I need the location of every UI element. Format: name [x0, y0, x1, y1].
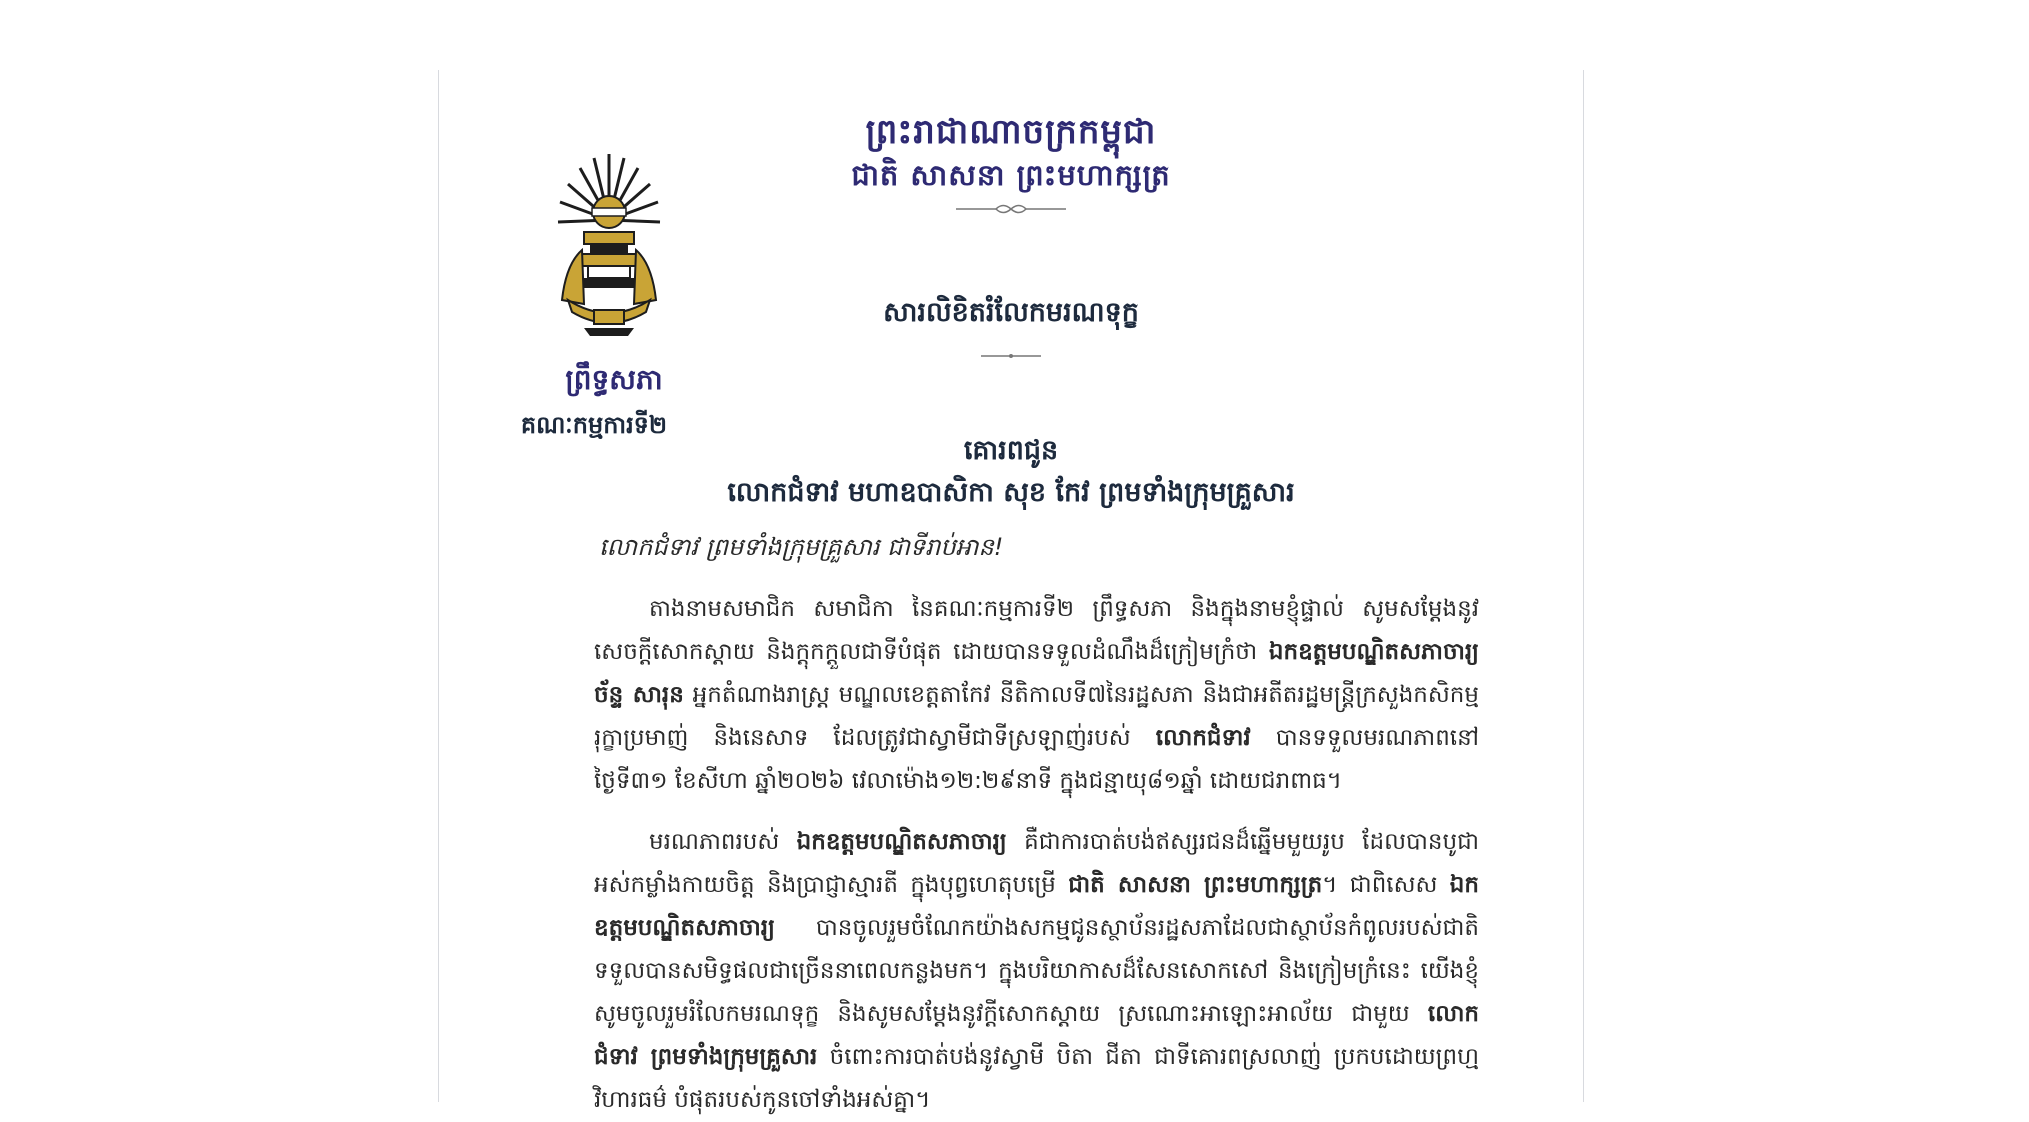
text-run: បានទទួលមរណភាពនៅថ្ងៃទី៣១ ខែសីហា ឆ្នាំ២០២៦ វេលាម៉ោង១២:២៩នាទី ក្នុងជន្មាយុ៨១ឆ្នាំ ដោយជរាពាធ។ [594, 725, 1479, 794]
letter-page [438, 70, 1584, 1113]
senate-label: ព្រឹទ្ធសភា [565, 363, 663, 396]
kingdom-heading: ព្រះរាជាណាចក្រកម្ពុជា [865, 112, 1157, 152]
bold-text-run: ជាតិ សាសនា ព្រះមហាក្សត្រ [1068, 872, 1323, 898]
body-paragraph-1 [594, 588, 1479, 803]
bold-text-run: លោកជំទាវ ព្រមទាំងក្រុមគ្រួសារ [594, 1001, 1479, 1070]
bold-text-run: ឯកឧត្តមបណ្ឌិតសភាចារ្យ [594, 872, 1479, 941]
ornament-divider-icon [439, 345, 1583, 364]
respectful-to: គោរពជូន [963, 435, 1059, 466]
salutation: លោកជំទាវ ព្រមទាំងក្រុមគ្រួសារ ជាទីរាប់អាន! [599, 533, 1004, 561]
bold-text-run: ឯកឧត្តមបណ្ឌិតសភាចារ្យ [796, 829, 1007, 855]
text-run: មរណភាពរបស់ [649, 829, 797, 855]
commission-label: គណៈកម្មការទី២ [520, 411, 668, 439]
document-title: សារលិខិតរំលែកមរណទុក្ខ [883, 297, 1139, 328]
text-run: ចំពោះការបាត់បង់នូវស្វាមី បិតា ជីតា ជាទីគោរពស្រលាញ់ ប្រកបដោយព្រហ្មវិហារធម៌ បំផុតរបស់កូនចៅទាំងអស់គ្នា។ [594, 1044, 1479, 1113]
bold-text-run: លោកជំទាវ [1155, 725, 1251, 751]
national-motto: ជាតិ សាសនា ព្រះមហាក្សត្រ [851, 158, 1171, 192]
body-paragraph-2 [594, 821, 1479, 1122]
bold-text-run: ឯកឧត្តមបណ្ឌិតសភាចារ្យ ច័ន្ទ សារុន [594, 639, 1479, 708]
text-run: តាងនាមសមាជិក សមាជិកា នៃគណៈកម្មការទី២ ព្រឹទ្ធសភា និងក្នុងនាមខ្ញុំផ្ទាល់ សូមសម្ដែងនូវសេចក្ដីសោកស្ដាយ និងក្ដុកក្ដួលជាទីបំផុត ដោយបានទទួលដំណឹងដ៏ក្រៀមក្រំថា [594, 596, 1479, 665]
text-run: បានចូលរួមចំណែកយ៉ាងសកម្មជូនស្ថាប័នរដ្ឋសភាដែលជាស្ថាប័នកំពូលរបស់ជាតិ ទទួលបានសមិទ្ធផលជាច្រើននាពេលកន្លងមក។ ក្នុងបរិយាកាសដ៏សែនសោកសៅ និងក្រៀមក្រំនេះ យើងខ្ញុំសូមចូលរួមរំលែកមរណទុក្ខ និងសូមសម្ដែងនូវក្ដីសោកស្ដាយ ស្រណោះអាឡោះអាល័យ ជាមួយ [594, 915, 1479, 1027]
text-run: អ្នកតំណាងរាស្ត្រ មណ្ឌលខេត្តតាកែវ នីតិកាលទី៧នៃរដ្ឋសភា និងជាអតីតរដ្ឋមន្ត្រីក្រសួងកសិកម្ម រុក្ខាប្រមាញ់ និងនេសាទ ដែលត្រូវជាស្វាមីជាទីស្រឡាញ់របស់ [594, 682, 1479, 751]
text-run: ។ ជាពិសេស [1322, 872, 1450, 898]
text-run: គឺជាការបាត់បង់ឥស្សរជនដ៏ឆ្នើមមួយរូប ដែលបានបូជាអស់កម្លាំងកាយចិត្ត និងប្រាជ្ញាស្មារតី ក្នុងបុព្វហេតុបម្រើ [594, 829, 1479, 898]
addressee: លោកជំទាវ មហាឧបាសិកា សុខ កែវ ព្រមទាំងក្រុមគ្រួសារ [727, 477, 1295, 508]
